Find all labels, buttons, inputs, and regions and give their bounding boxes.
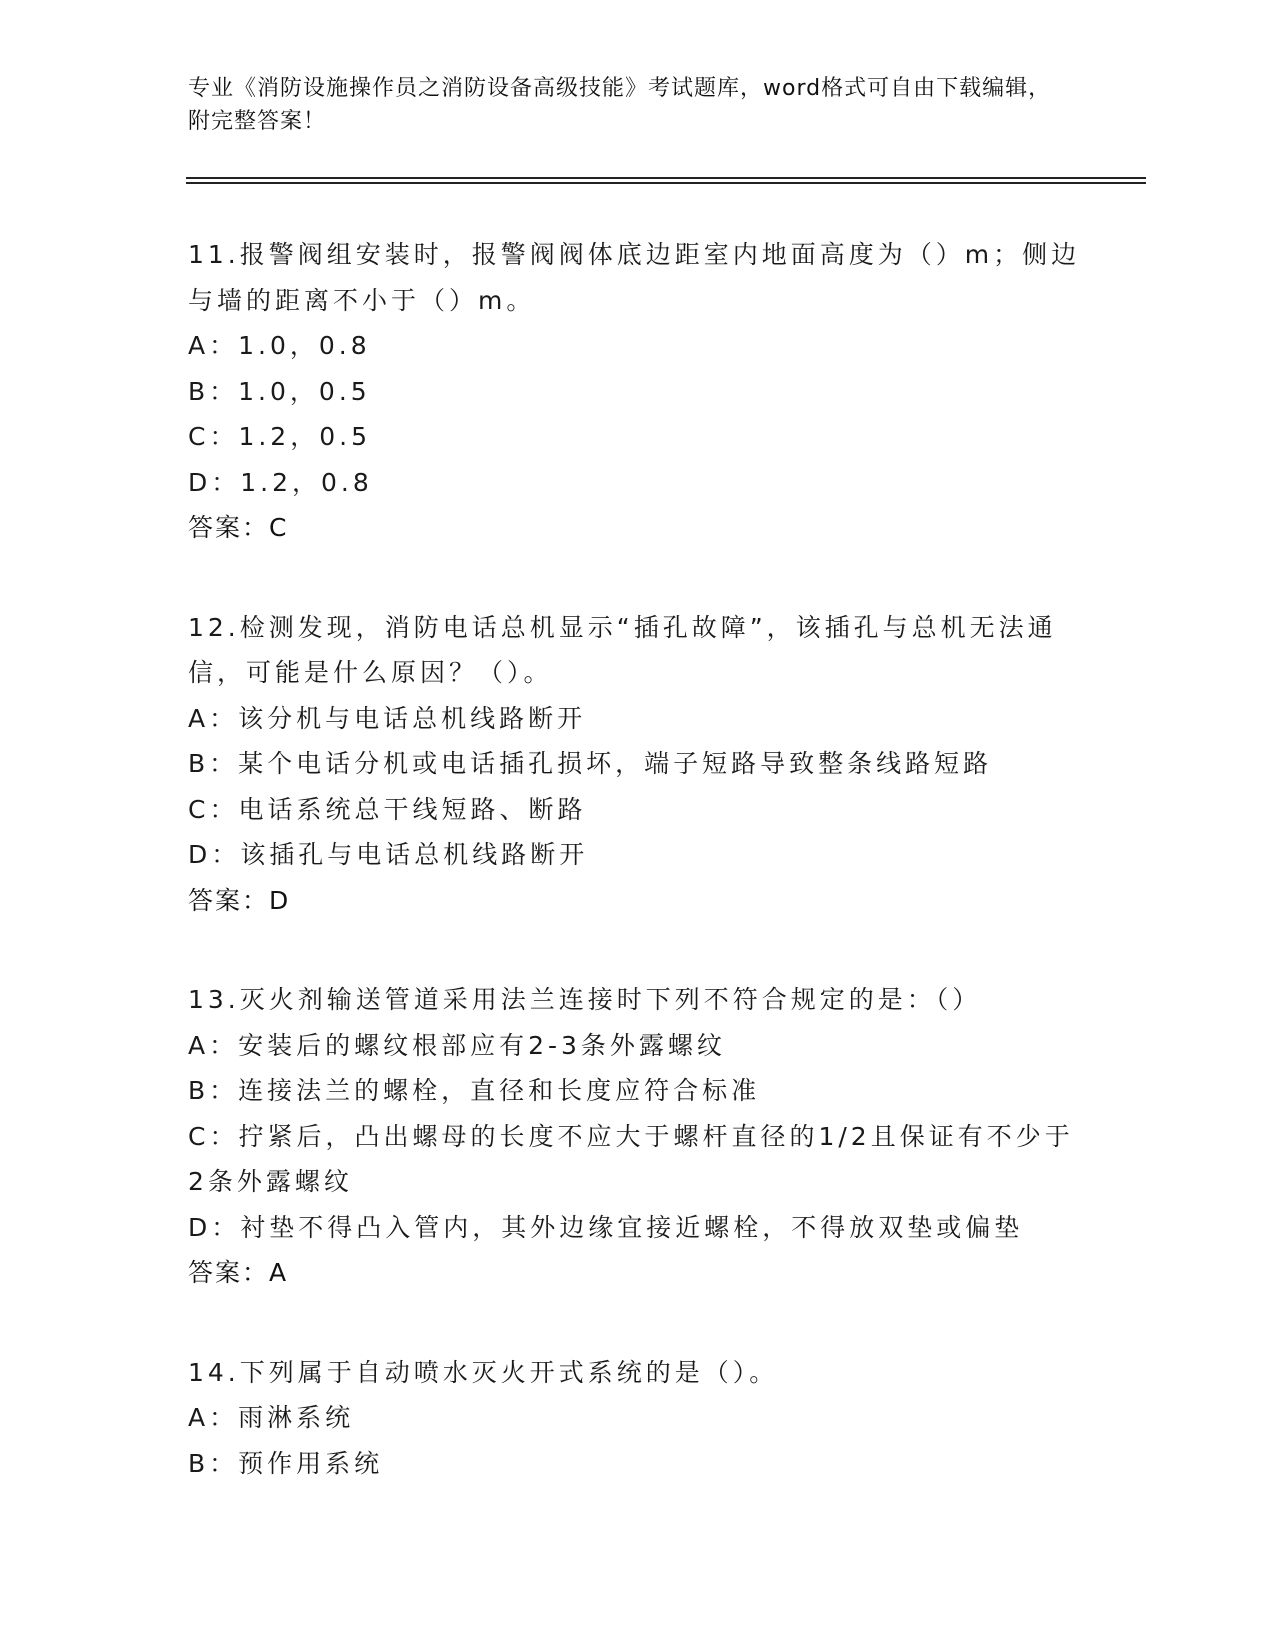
option-b: B：预作用系统 [188, 1448, 384, 1478]
option-d: D：衬垫不得凸入管内，其外边缘宜接近螺栓，不得放双垫或偏垫 [188, 1212, 1024, 1242]
option-c: C：1.2，0.5 [188, 422, 371, 451]
question-14 [188, 1350, 1088, 1487]
answer-line: 答案：D [188, 885, 291, 915]
question-stem: 11.报警阀组安装时，报警阀阀体底边距室内地面高度为（）m；侧边与墙的距离不小于（）m。 [188, 240, 1081, 315]
option-c: C：电话系统总干线短路、断路 [188, 794, 587, 824]
header-divider-top [186, 177, 1146, 179]
question-13 [188, 977, 1088, 1296]
option-d: D：1.2，0.8 [188, 467, 373, 497]
option-b: B：1.0，0.5 [188, 376, 371, 406]
question-12 [188, 605, 1088, 924]
question-list [188, 232, 1088, 1540]
header-divider-bottom [186, 182, 1146, 184]
answer-line: 答案：A [188, 1258, 289, 1287]
answer-line: 答案：C [188, 513, 289, 542]
question-11 [188, 232, 1088, 551]
option-a: A：该分机与电话总机线路断开 [188, 703, 587, 733]
option-a: A：雨淋系统 [188, 1403, 355, 1432]
option-c: C：拧紧后，凸出螺母的长度不应大于螺杆直径的1/2且保证有不少于2条外露螺纹 [188, 1121, 1074, 1196]
question-stem: 12.检测发现，消防电话总机显示“插孔故障”，该插孔与总机无法通信，可能是什么原因？（）。 [188, 612, 1057, 687]
question-stem: 13.灭火剂输送管道采用法兰连接时下列不符合规定的是：（） [188, 985, 982, 1014]
option-b: B：某个电话分机或电话插孔损坏，端子短路导致整条线路短路 [188, 749, 993, 778]
document-header: 专业《消防设施操作员之消防设备高级技能》考试题库，word格式可自由下载编辑，附完整答案！ [188, 76, 1052, 134]
option-b: B：连接法兰的螺栓，直径和长度应符合标准 [188, 1076, 761, 1105]
option-a: A：安装后的螺纹根部应有2-3条外露螺纹 [188, 1030, 726, 1060]
option-d: D：该插孔与电话总机线路断开 [188, 840, 589, 869]
question-stem: 14.下列属于自动喷水灭火开式系统的是（）。 [188, 1357, 779, 1387]
option-a: A：1.0，0.8 [188, 331, 371, 360]
